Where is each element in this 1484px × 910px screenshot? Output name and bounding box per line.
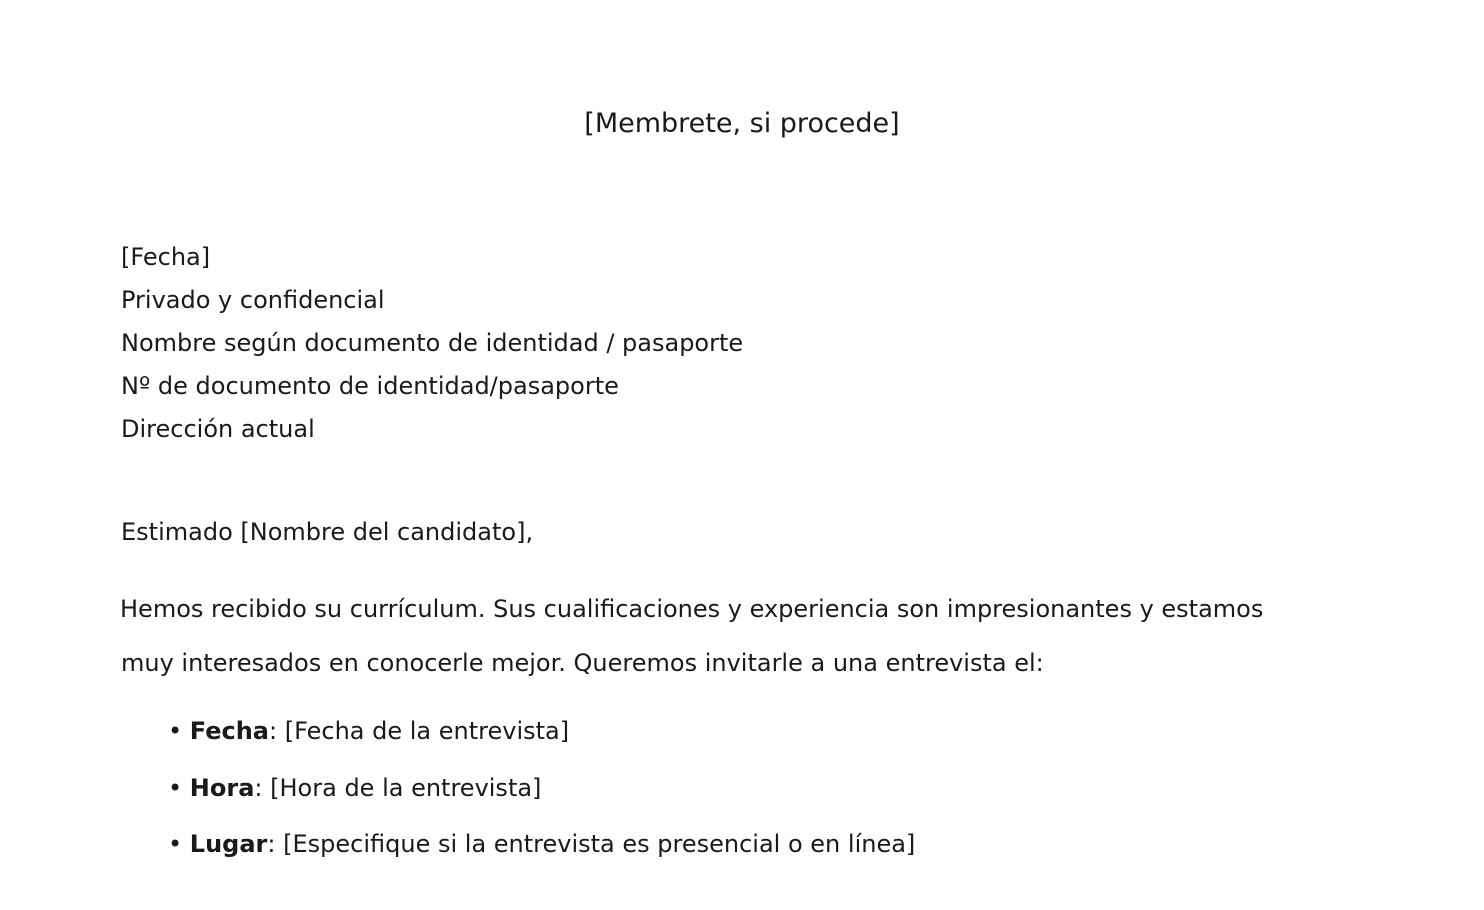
letterhead: [Membrete, si procede] — [584, 108, 900, 139]
label-separator: : — [254, 773, 263, 802]
body-line-1: Hemos recibido su currículum. Sus cualificaciones y experiencia son impresionantes y estamos — [120, 595, 1264, 623]
list-item-label: Lugar — [189, 830, 268, 858]
label-separator: : — [269, 717, 278, 745]
list-item-value: [Hora de la entrevista] — [270, 773, 542, 802]
address-line: Dirección actual — [121, 415, 315, 443]
bullet-glyph: • — [168, 773, 183, 802]
list-item-label: Hora — [189, 773, 255, 802]
confidential-line: Privado y confidencial — [121, 286, 385, 314]
list-item-date — [168, 709, 915, 766]
body-paragraph — [120, 582, 1340, 690]
name-line: Nombre según documento de identidad / pasaporte — [121, 329, 744, 357]
body-line-2: muy interesados en conocerle mejor. Queremos invitarle a una entrevista el: — [121, 649, 1044, 677]
list-item-label: Fecha — [189, 717, 270, 745]
interview-details-list — [168, 709, 915, 879]
list-item-value: [Fecha de la entrevista] — [284, 717, 570, 745]
list-item-time — [168, 766, 915, 823]
salutation: Estimado [Nombre del candidato], — [121, 518, 534, 546]
label-separator: : — [267, 830, 276, 858]
address-block — [121, 236, 743, 451]
bullet-glyph: • — [168, 717, 183, 745]
list-item-location — [168, 822, 915, 879]
list-item-value: [Especifique si la entrevista es presencial o en línea] — [283, 830, 916, 858]
date-line: [Fecha] — [121, 243, 211, 271]
bullet-glyph: • — [168, 830, 183, 858]
id-number-line: Nº de documento de identidad/pasaporte — [121, 372, 619, 400]
